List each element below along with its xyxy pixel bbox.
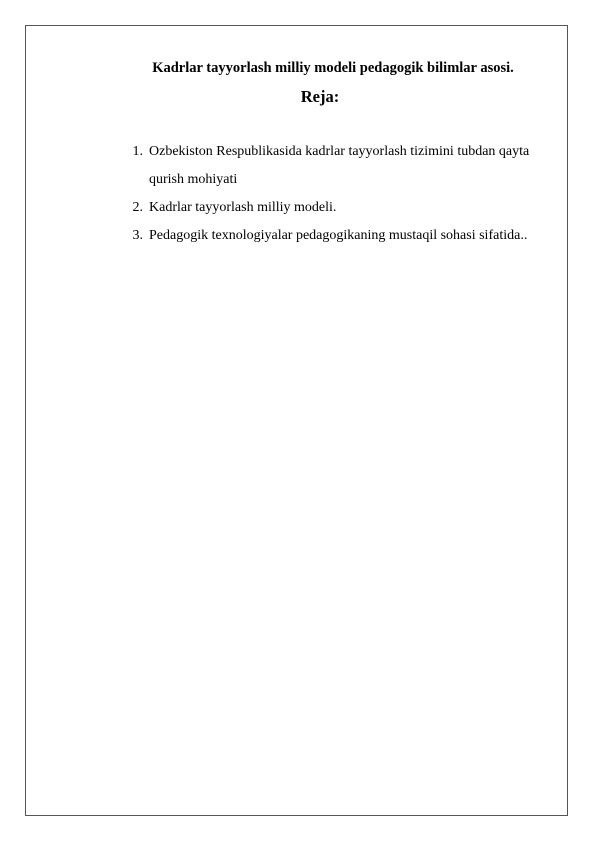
plan-heading: Reja:	[300, 87, 340, 106]
plan-item-text: Ozbekiston Respublikasida kadrlar tayyorlash tizimini tubdan qayta qurish mohiyati	[149, 144, 530, 187]
plan-item-text: Kadrlar tayyorlash milliy modeli.	[149, 200, 337, 215]
plan-list	[118, 138, 558, 250]
plan-item-text: Pedagogik texnologiyalar pedagogikaning mustaqil sohasi sifatida..	[149, 228, 528, 243]
plan-item-1	[118, 138, 558, 194]
plan-item-3	[118, 222, 558, 250]
plan-item-number: 1.	[132, 144, 143, 159]
plan-item-2	[118, 194, 558, 222]
plan-item-number: 2.	[132, 200, 143, 215]
document-title: Kadrlar tayyorlash milliy modeli pedagogik bilimlar asosi.	[152, 60, 514, 76]
plan-item-number: 3.	[132, 228, 143, 243]
